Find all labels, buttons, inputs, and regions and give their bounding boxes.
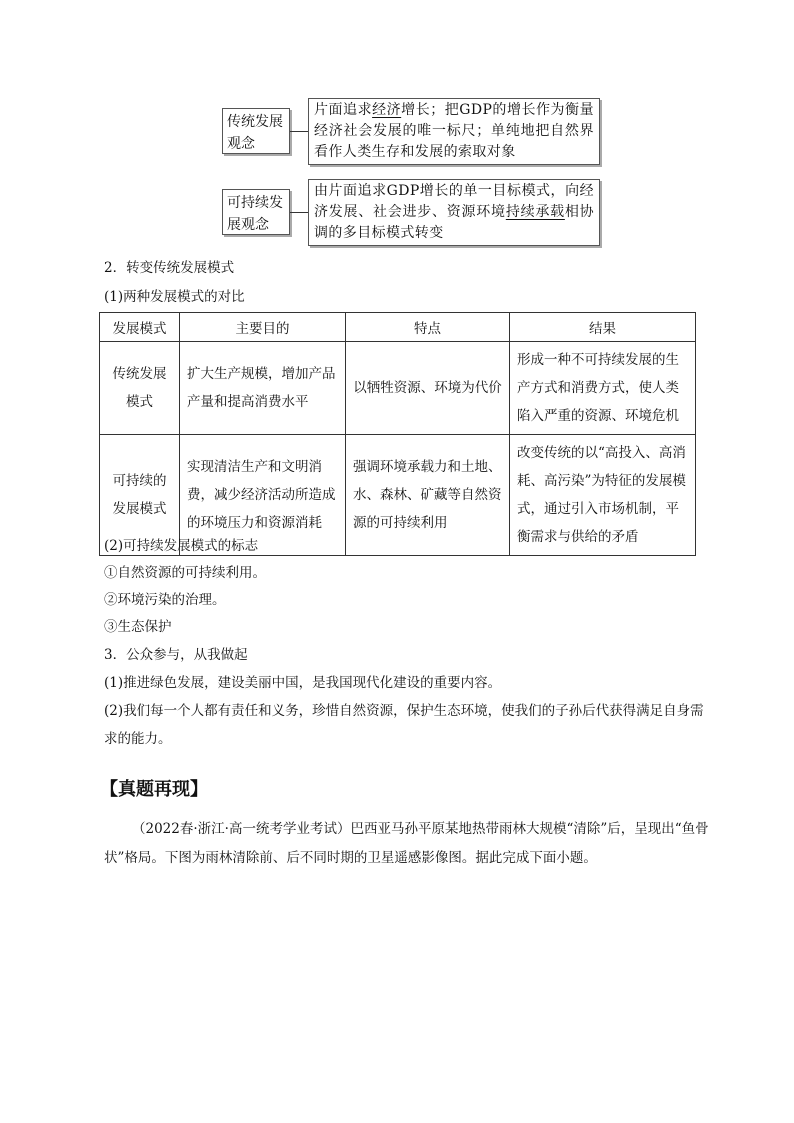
- table-cell-feature: 以牺牲资源、环境为代价: [346, 342, 510, 435]
- table-header: 发展模式: [100, 313, 180, 342]
- desc-underlined-text: 经济: [372, 102, 402, 118]
- list-item: ②环境污染的治理。: [104, 592, 226, 608]
- table-cell-purpose: 实现清洁生产和文明消费，减少经济活动所造成的环境压力和资源消耗: [180, 435, 346, 556]
- traditional-concept-label: [222, 108, 290, 154]
- desc-text: 增长；把GDP的增长作为衡量经济社会发展的唯一标尺；单纯地把自然界看作人类生存和发展的索取对象: [314, 102, 594, 160]
- traditional-concept-desc: [308, 98, 600, 165]
- table-row: [100, 342, 696, 435]
- connector-line: [290, 131, 308, 132]
- table-cell-purpose: 扩大生产规模，增加产品产量和提高消费水平: [180, 342, 346, 435]
- table-cell-mode: 可持续的发展模式: [100, 435, 180, 556]
- desc-text: 相协调的多目标模式转变: [314, 204, 594, 241]
- section-title: 2．转变传统发展模式: [104, 260, 235, 276]
- table-cell-result: 形成一种不可持续发展的生产方式和消费方式，使人类陷入严重的资源、环境危机: [510, 342, 696, 435]
- table-header-row: [100, 313, 696, 342]
- table-cell-feature: 强调环境承载力和土地、水、森林、矿藏等自然资源的可持续利用: [346, 435, 510, 556]
- connector-line: [290, 212, 308, 213]
- list-item: ③生态保护: [104, 619, 172, 635]
- list-item: ①自然资源的可持续利用。: [104, 565, 266, 581]
- review-heading: 【真题再现】: [100, 779, 208, 800]
- table-cell-mode: 传统发展模式: [100, 342, 180, 435]
- subsection-title: (2)可持续发展模式的标志: [104, 538, 259, 554]
- table-header: 主要目的: [180, 313, 346, 342]
- sustainable-concept-label-text: 可持续发展观念: [227, 195, 283, 233]
- paragraph: (2)我们每一个人都有责任和义务，珍惜自然资源，保护生态环境，使我们的子孙后代获得满足自身需: [104, 703, 704, 719]
- table-header: 特点: [346, 313, 510, 342]
- paragraph: (1)推进绿色发展，建设美丽中国，是我国现代化建设的重要内容。: [104, 675, 502, 691]
- table-header: 结果: [510, 313, 696, 342]
- question-text: （2022春·浙江·高一统考学业考试）巴西亚马孙平原某地热带雨林大规模“清除”后，呈现出“鱼骨: [132, 821, 709, 837]
- section-title: 3．公众参与，从我做起: [104, 647, 248, 663]
- desc-underlined-text: 持续承载: [505, 204, 565, 220]
- sustainable-concept-desc: [308, 179, 600, 246]
- paragraph: 求的能力。: [104, 731, 172, 747]
- comparison-table: [99, 312, 696, 556]
- sustainable-concept-label: [222, 189, 290, 235]
- table-cell-result: 改变传统的以“高投入、高消耗、高污染”为特征的发展模式，通过引入市场机制，平衡需求与供给的矛盾: [510, 435, 696, 556]
- desc-text: 片面追求: [314, 102, 373, 118]
- question-text: 状”格局。下图为雨林清除前、后不同时期的卫星遥感影像图。据此完成下面小题。: [104, 850, 597, 866]
- traditional-concept-label-text: 传统发展观念: [227, 114, 283, 152]
- subsection-title: (1)两种发展模式的对比: [104, 289, 245, 305]
- desc-text: 由片面追求GDP增长的单一目标模式，向经济发展、社会进步、资源环境: [314, 183, 594, 220]
